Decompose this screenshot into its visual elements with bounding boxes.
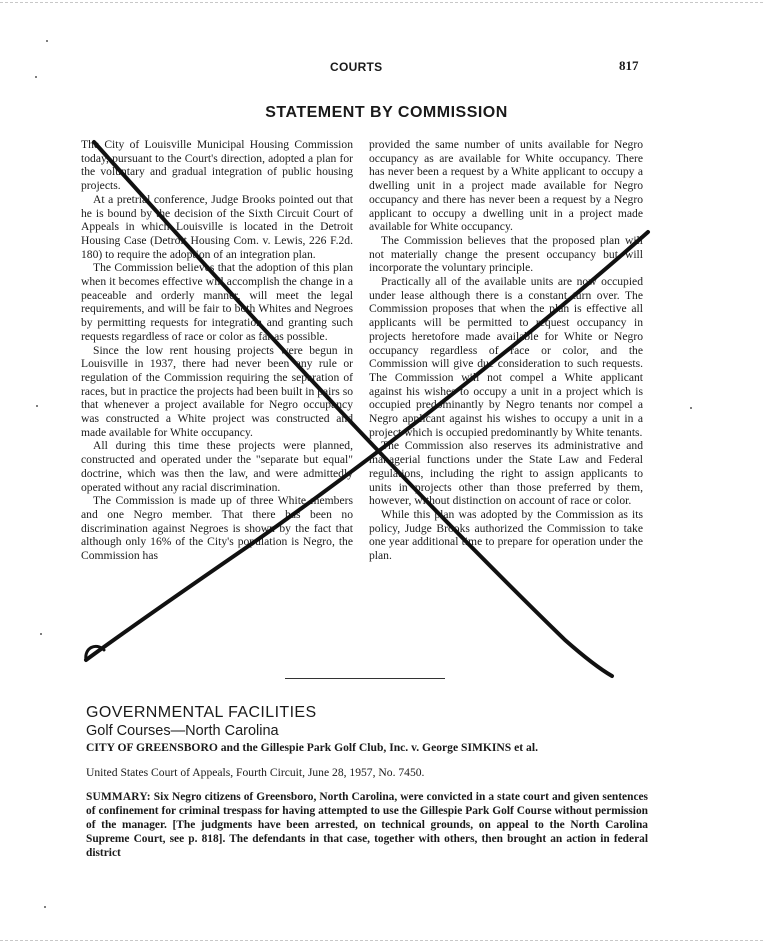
scan-speck xyxy=(690,407,692,409)
page-number: 817 xyxy=(619,58,639,73)
running-head: COURTS xyxy=(330,60,383,74)
right-paragraph: provided the same number of units available for Negro occupancy as are available for White occupancy. There has never been a request by a White applicant to occupy a dwelling unit in a project made available for Negro occupancy and there has never been a request by a Negro applicant to occupy a dwelling unit in a project made available for White occupancy. xyxy=(369,138,643,234)
right-paragraph: Practically all of the available units are now occupied under lease although there is a constant turn over. The Commission proposes that when the plan is effective all applicants will be permitted to request occupancy in projects heretofore made available for White or Negro occupancy regardless of race or color, and the Commission will give due consideration to such requests. The Commission will not compel a White applicant against his wishes to occupy a unit in a project which is occupied predominantly by Negro tenants nor compel a Negro applicant against his wishes to occupy a unit in a project which is occupied predominantly by White tenants. xyxy=(369,275,643,439)
section-subheading: Golf Courses—North Carolina xyxy=(86,723,279,739)
right-paragraph: The Commission believes that the proposed plan will not materially change the present occupancy but will incorporate the voluntary principle. xyxy=(369,233,643,275)
right-paragraph: The Commission also reserves its administrative and managerial functions under the State Law and Federal regulations, including the right to assign applicants to units in projects other than those preferred by them, however, without distinction on account of race or color. xyxy=(369,439,643,508)
section-heading: GOVERNMENTAL FACILITIES xyxy=(86,704,317,721)
left-paragraph: All during this time these projects were planned, constructed and operated under the "separate but equal" doctrine, which was then the law, and were admittedly operated without any racial discrimination. xyxy=(81,439,353,494)
page-edge-top xyxy=(0,2,763,3)
case-summary xyxy=(86,790,648,860)
scan-speck xyxy=(46,40,48,42)
section-divider xyxy=(285,678,445,679)
left-paragraph: The Commission is made up of three White members and one Negro member. That there has been no discrimination against Negroes is shown by the fact that although only 16% of the City's population is Negro, the Commission has xyxy=(81,494,353,563)
scan-speck xyxy=(36,405,38,407)
left-paragraph: Since the low rent housing projects were begun in Louisville in 1937, there had never been any rule or regulation of the Commission requiring the separation of races, but in practice the projects had been built in pairs so that whenever a project available for Negro occupancy was constructed a White project was constructed and made available for White occupancy. xyxy=(81,343,353,439)
left-paragraph: The Commission believes that the adoption of this plan when it becomes effective will accomplish the change in a peaceable and orderly manner, will meet the legal requirements, and will be fair to both Whites and Negroes by permitting requests for integration and granting such requests regardless of race or color as far as possible. xyxy=(81,261,353,343)
right-column xyxy=(369,138,643,563)
scan-speck xyxy=(35,76,37,78)
case-title: CITY OF GREENSBORO and the Gillespie Park Golf Club, Inc. v. George SIMKINS et al. xyxy=(86,741,538,754)
page-edge-bottom xyxy=(0,940,763,941)
scan-speck xyxy=(40,633,42,635)
statement-title: STATEMENT BY COMMISSION xyxy=(265,104,508,121)
left-column xyxy=(81,138,353,563)
cross-out-hook xyxy=(86,646,104,660)
scan-speck xyxy=(44,906,46,908)
left-paragraph: At a pretrial conference, Judge Brooks pointed out that he is bound by the decision of the Sixth Circuit Court of Appeals in which Louisville is located in the Detroit Housing Case (Detroit Housing Com. v. Lewis, 226 F.2d. 180) to require the adoption of an integration plan. xyxy=(81,192,353,261)
court-citation: United States Court of Appeals, Fourth Circuit, June 28, 1957, No. 7450. xyxy=(86,766,425,779)
left-paragraph: The City of Louisville Municipal Housing Commission today, pursuant to the Court's direction, adopted a plan for the voluntary and gradual integration of public housing projects. xyxy=(81,138,353,193)
summary-text: Six Negro citizens of Greensboro, North Carolina, were convicted in a state court and given sentences of confinement for criminal trespass for having attempted to use the Gillespie Park Golf Course without permission of the manager. [The judgments have been arrested, on technical grounds, on appeal to the North Carolina Supreme Court, see p. 818]. The defendants in that case, together with others, then brought an action in federal district xyxy=(86,791,648,860)
summary-label: SUMMARY: xyxy=(86,791,151,803)
right-paragraph: While this plan was adopted by the Commission as its policy, Judge Brooks authorized the Commission to take one year additional time to prepare for operation under the plan. xyxy=(369,507,643,563)
